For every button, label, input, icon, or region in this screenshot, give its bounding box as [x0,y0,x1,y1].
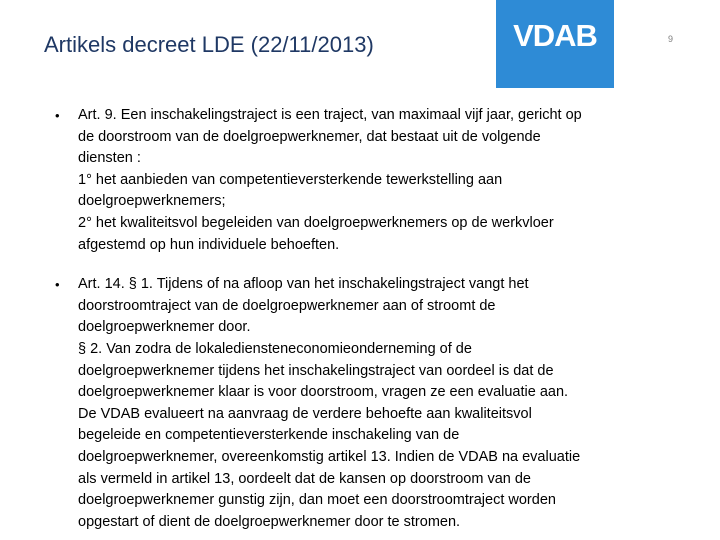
text-line: doorstroomtraject van de doelgroepwerknemer aan of stroomt de [78,297,496,314]
text-line: 2° het kwaliteitsvol begeleiden van doelgroepwerknemers op de werkvloer [78,214,554,231]
text-line: § 2. Van zodra de lokalediensteneconomieonderneming of de [78,340,472,357]
text-line: De VDAB evalueert na aanvraag de verdere behoefte aan kwaliteitsvol [78,405,532,422]
text-line: opgestart of dient de doelgroepwerknemer door te stromen. [78,513,461,530]
text-line: doelgroepwerknemer tijdens het inschakelingstraject van oordeel is dat de [78,362,554,379]
text-line: begeleide en competentieversterkende inschakeling van de [78,427,460,444]
bullet-list [55,105,675,533]
text-line: als vermeld in artikel 13, oordeelt dat de kansen op doorstroom van de [78,470,531,487]
text-line: doelgroepwerknemer klaar is voor doorstroom, vragen ze een evaluatie aan. [78,384,569,401]
slide-title: Artikels decreet LDE (22/11/2013) [44,32,374,57]
bullet-dot-icon: • [55,108,60,123]
text-line: afgestemd op hun individuele behoeften. [78,236,340,253]
page-number: 9 [668,34,674,44]
text-line: de doorstroom van de doelgroepwerknemer, dat bestaat uit de volgende [78,128,541,145]
text-line: 1° het aanbieden van competentieversterkende tewerkstelling aan [78,171,503,188]
bullet-art-9 [55,105,675,256]
vdab-logo [496,0,614,88]
vdab-logo-text: VDAB [513,18,597,53]
text-line: diensten : [78,150,141,167]
bullet-art-14 [55,274,675,533]
bullet-dot-icon: • [55,277,60,293]
text-line: doelgroepwerknemer, overeenkomstig artikel 13. Indien de VDAB na evaluatie [78,448,581,465]
text-line: doelgroepwerknemers; [78,193,226,210]
text-line: doelgroepwerknemer gunstig zijn, dan moet een doorstroomtraject worden [78,492,556,509]
text-line: doelgroepwerknemer door. [78,319,251,336]
text-line: Art. 9. Een inschakelingstraject is een traject, van maximaal vijf jaar, gericht op [78,107,582,123]
text-line: Art. 14. § 1. Tijdens of na afloop van het inschakelingstraject vangt het [78,276,529,293]
